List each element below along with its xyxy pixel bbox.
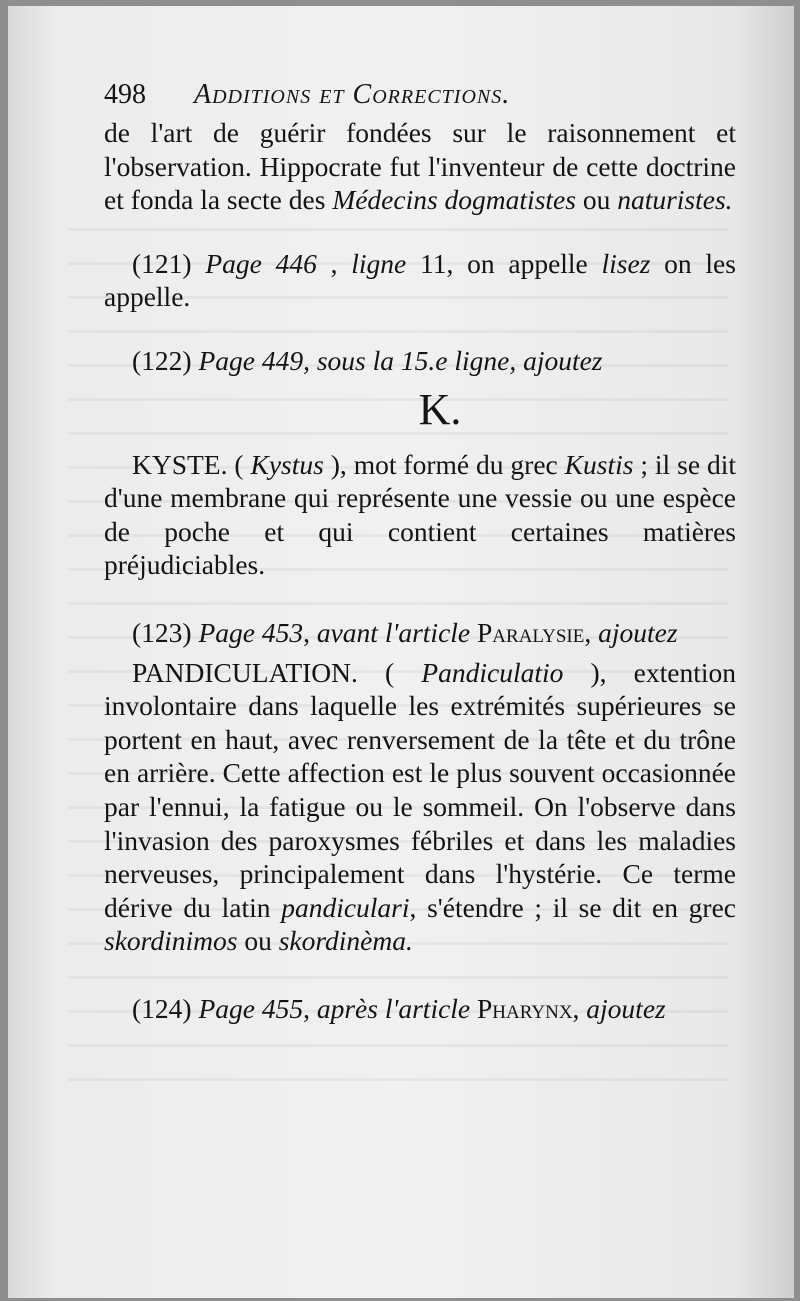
page-content (104, 78, 736, 1025)
spacer (104, 582, 736, 616)
text-segment: 11, on appelle (406, 247, 602, 279)
text-segment: , (584, 616, 599, 648)
italic-term: pandiculari (281, 891, 410, 923)
text-segment: , (316, 247, 352, 279)
correction-122 (104, 344, 736, 378)
running-head (104, 78, 736, 116)
continued-paragraph (104, 116, 736, 217)
italic-term: après l'article (316, 992, 471, 1024)
text-segment: , (572, 992, 587, 1024)
italic-term: Kystus (250, 448, 324, 480)
text-segment: ou (237, 925, 279, 957)
italic-term: ajoutez (598, 616, 678, 648)
italic-term: ajoutez (586, 992, 666, 1024)
text-segment: ), mot formé du grec (323, 448, 565, 480)
entry-number: (123) (132, 616, 199, 648)
italic-term: skordinimos (104, 925, 238, 957)
italic-term: Pandiculatio (421, 656, 564, 688)
text-segment: de l'art de guérir fondées sur le raisonnement et l'observation. Hippocrate fut l'inventeur de cette doctrine et fonda la secte des (104, 117, 736, 216)
entry-headword: PANDICULATION. (132, 656, 358, 688)
letter-heading: K. (418, 384, 462, 434)
text-segment: ( (227, 448, 251, 480)
spacer (104, 958, 736, 992)
entry-number: (121) (132, 247, 206, 279)
spacer (104, 314, 736, 344)
entry-headword: KYSTE. (132, 448, 228, 480)
page-ref: Page 455 (198, 992, 304, 1024)
entry-number: (122) (132, 344, 199, 376)
page-ref: Page 449, sous la 15.e ligne, ajoutez (198, 344, 603, 376)
text-segment: ( (357, 656, 422, 688)
entry-pandiculation (104, 656, 736, 958)
text-segment (470, 617, 477, 648)
book-page (8, 6, 794, 1298)
running-title: Additions et Corrections. (194, 79, 511, 110)
small-caps-term: Pharynx (477, 992, 573, 1024)
correction-121 (104, 247, 736, 314)
page-number: 498 (104, 79, 146, 110)
italic-term: avant l'article (316, 616, 471, 648)
text-segment: ), extention involontaire dans laquelle les extrémités supérieures se portent en haut, avec renversement de la tête et du trône en arrière. Cette affection est le plus souvent occasionnée par l'ennui, la fatigue ou le sommeil. On l'observe dans l'invasion des paroxysmes fébriles et dans les maladies nerveuses, principalement dans l'hystérie. Ce terme dérive du latin (104, 656, 736, 923)
italic-term: Médecins dogmatistes (332, 184, 576, 216)
italic-term: lisez (601, 247, 651, 279)
text-segment: ou (575, 184, 618, 216)
italic-term: skordinèma. (278, 925, 413, 957)
small-caps-term: Paralysie (477, 616, 585, 648)
entry-kyste (104, 448, 736, 582)
page-ref: Page 446 (205, 247, 317, 279)
text-segment: , (303, 992, 317, 1024)
correction-123 (104, 616, 736, 650)
text-segment: , s'étendre ; il se dit en grec (409, 891, 736, 923)
text-segment: on les appelle. (104, 247, 736, 313)
correction-124 (104, 992, 736, 1026)
text-segment: ; il se dit d'une membrane qui représente une vessie ou une espèce de poche et qui contient certaines matières préjudiciables. (104, 448, 736, 581)
page-ref: Page 453 (198, 616, 304, 648)
italic-term: naturistes. (617, 184, 733, 216)
italic-term: Kustis (564, 448, 634, 480)
text-segment (470, 993, 477, 1024)
text-segment: , (303, 616, 317, 648)
entry-number: (124) (132, 992, 199, 1024)
spacer (104, 217, 736, 247)
italic-term: ligne (351, 247, 407, 279)
